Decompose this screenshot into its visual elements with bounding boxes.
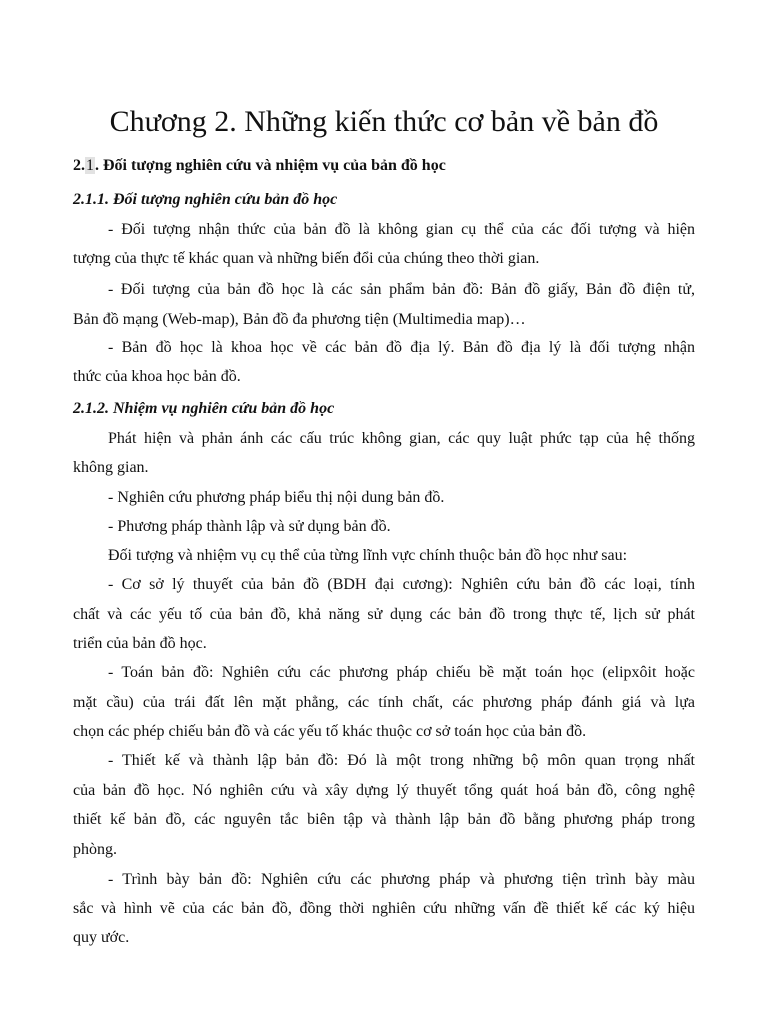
section-heading-text: Đối tượng nghiên cứu và nhiệm vụ của bản đồ học	[99, 157, 446, 174]
subsection-heading: 2.1.2. Nhiệm vụ nghiên cứu bản đồ học	[73, 400, 335, 417]
paragraph-line: - Nghiên cứu phương pháp biểu thị nội dung bản đồ.	[108, 489, 445, 506]
paragraph-line: sắc và hình vẽ của các bản đồ, đồng thời nghiên cứu những vấn đề thiết kế các ký hiệu	[73, 900, 695, 917]
paragraph-line: tượng của thực tế khác quan và những biến đổi của chúng theo thời gian.	[73, 250, 540, 267]
section-number-highlight: 1	[86, 157, 94, 174]
paragraph-line: không gian.	[73, 459, 149, 476]
paragraph-line: - Phương pháp thành lập và sử dụng bản đồ.	[108, 518, 391, 535]
section-heading	[73, 155, 446, 177]
paragraph-line: - Trình bày bản đồ: Nghiên cứu các phương pháp và phương tiện trình bày màu	[108, 871, 695, 888]
subsection-heading: 2.1.1. Đối tượng nghiên cứu bản đồ học	[73, 191, 338, 208]
paragraph-line: Đối tượng và nhiệm vụ cụ thể của từng lĩnh vực chính thuộc bản đồ học như sau:	[108, 547, 628, 564]
paragraph-line: - Đối tượng của bản đồ học là các sản phẩm bản đồ: Bản đồ giấy, Bản đồ điện tử,	[108, 281, 695, 298]
paragraph-line: quy ước.	[73, 929, 130, 946]
paragraph-line: mặt cầu) của trái đất lên mặt phẳng, các tính chất, các phương pháp đánh giá và lựa	[73, 694, 695, 711]
paragraph-line: triển của bản đồ học.	[73, 635, 207, 652]
paragraph-line: Bản đồ mạng (Web-map), Bản đồ đa phương tiện (Multimedia map)…	[73, 311, 526, 328]
paragraph-line: chất và các yếu tố của bản đồ, khả năng sử dụng các bản đồ trong thực tế, lịch sử phát	[73, 606, 695, 623]
chapter-title: Chương 2. Những kiến thức cơ bản về bản đồ	[109, 105, 659, 138]
paragraph-line: chọn các phép chiếu bản đồ và các yếu tố khác thuộc cơ sở toán học của bản đồ.	[73, 723, 587, 740]
paragraph-line: - Bản đồ học là khoa học về các bản đồ địa lý. Bản đồ địa lý là đối tượng nhận	[108, 339, 695, 356]
paragraph-line: Phát hiện và phản ánh các cấu trúc không gian, các quy luật phức tạp của hệ thống	[108, 430, 695, 447]
paragraph-line: - Toán bản đồ: Nghiên cứu các phương pháp chiếu bề mặt toán học (elipxôit hoặc	[108, 664, 695, 681]
section-number-suffix: .	[95, 157, 99, 174]
paragraph-line: - Thiết kế và thành lập bản đồ: Đó là một trong những bộ môn quan trọng nhất	[108, 752, 695, 769]
paragraph-line: phòng.	[73, 841, 117, 858]
paragraph-line: - Cơ sở lý thuyết của bản đồ (BDH đại cương): Nghiên cứu bản đồ các loại, tính	[108, 576, 695, 593]
paragraph-line: - Đối tượng nhận thức của bản đồ là không gian cụ thể của các đối tượng và hiện	[108, 221, 695, 238]
paragraph-line: thiết kế bản đồ, các nguyên tắc biên tập và thành lập bản đồ bằng phương pháp trong	[73, 811, 695, 828]
paragraph-line: của bản đồ học. Nó nghiên cứu và xây dựng lý thuyết tổng quát hoá bản đồ, công nghệ	[73, 782, 695, 799]
section-number-prefix: 2.	[73, 157, 85, 174]
paragraph-line: thức của khoa học bản đồ.	[73, 368, 241, 385]
